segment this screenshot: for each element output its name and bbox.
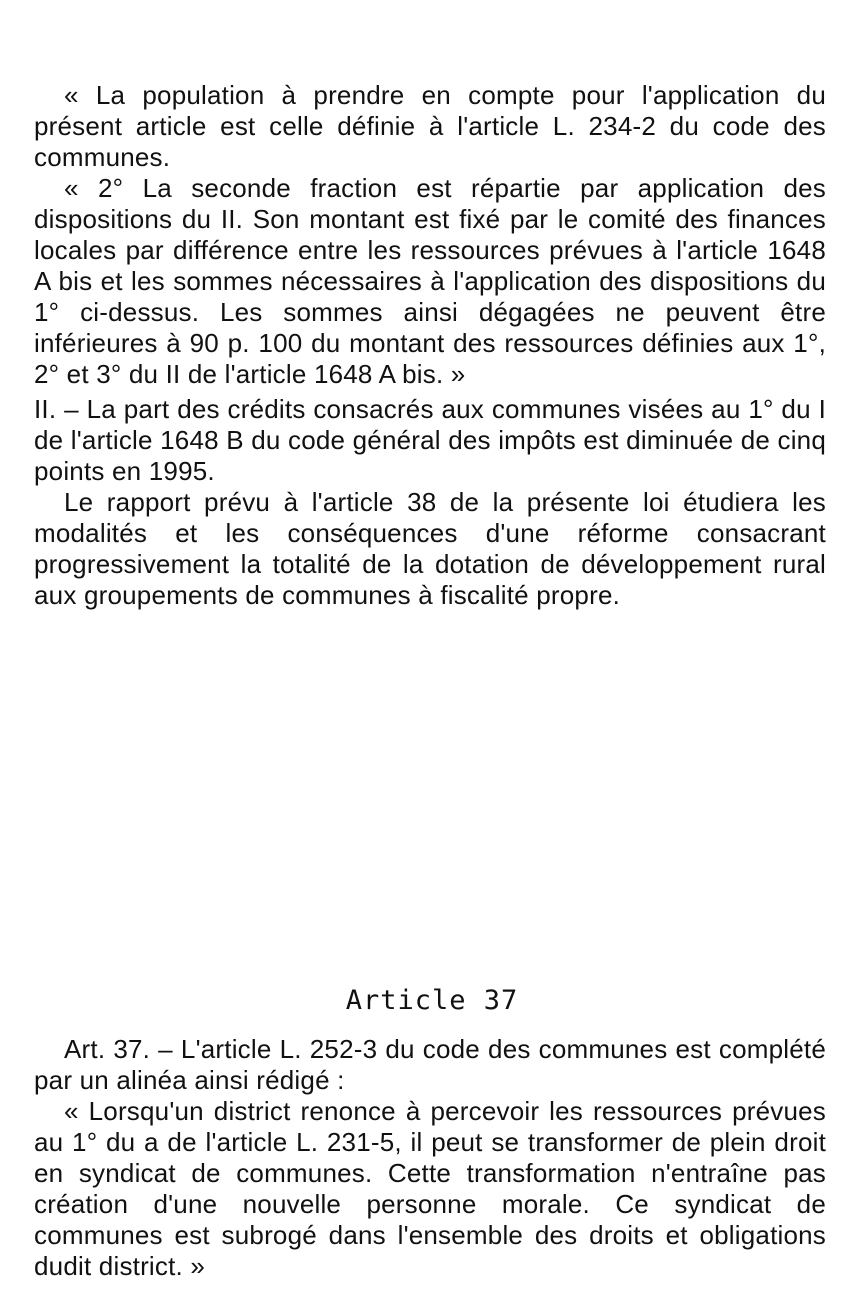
article-body (34, 1034, 826, 1282)
paragraph-report: Le rapport prévu à l'article 38 de la présente loi étudiera les modalités et les conséquences d'une réforme consacrant progressivement la totalité de la dotation de développement rural aux groupements de communes à fiscalité propre. (34, 487, 826, 610)
paragraph-second-fraction: « 2° La seconde fraction est répartie par application des dispositions du II. Son montant est fixé par le comité des finances locales par différence entre les ressources prévues à l'article 1648 A bis et les sommes nécessaires à l'application des dispositions du 1° ci-dessus. Les sommes ainsi dégagées ne peuvent être inférieures à 90 p. 100 du montant des ressources définies aux 1°, 2° et 3° du II de l'article 1648 A bis. » (34, 173, 826, 389)
upper-text-block (34, 80, 826, 611)
article-heading: Article 37 (345, 985, 519, 1016)
paragraph-article-37: Art. 37. – L'article L. 252-3 du code des communes est complété par un alinéa ainsi rédigé : (34, 1034, 826, 1095)
paragraph-district: « Lorsqu'un district renonce à percevoir les ressources prévues au 1° du a de l'article L. 231-5, il peut se transformer de plein droit en syndicat de communes. Cette transformation n'entraîne pas création d'une nouvelle personne morale. Ce syndicat de communes est subrogé dans l'ensemble des droits et obligations dudit district. » (34, 1096, 826, 1281)
paragraph-section-ii: II. – La part des crédits consacrés aux communes visées au 1° du I de l'article 1648 B du code général des impôts est diminuée de cinq points en 1995. (34, 394, 826, 486)
paragraph-population: « La population à prendre en compte pour l'application du présent article est celle définie à l'article L. 234-2 du code des communes. (34, 80, 826, 172)
